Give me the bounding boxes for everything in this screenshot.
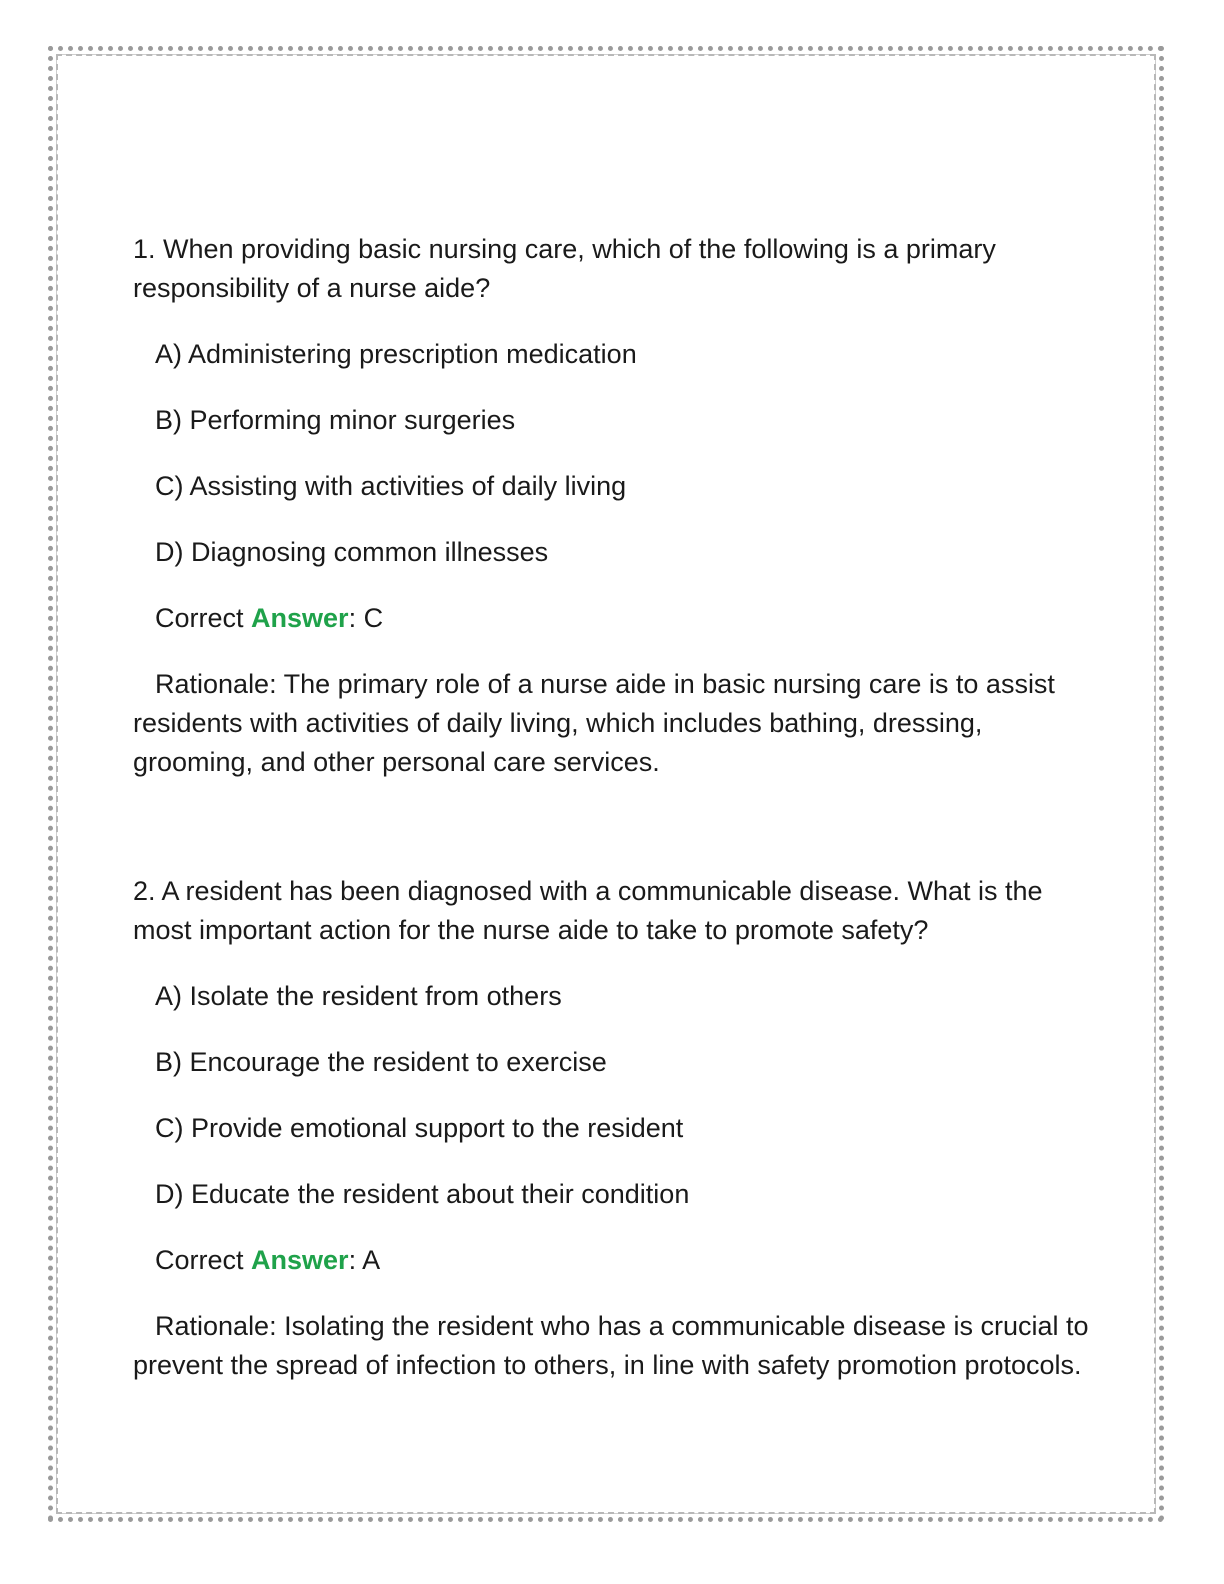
answer-prefix: Correct xyxy=(155,1245,252,1275)
question-text: 2. A resident has been diagnosed with a communicable disease. What is the most important action for the nurse aide to take to promote safety? xyxy=(133,876,1043,945)
option-a: A) Administering prescription medication xyxy=(155,339,637,369)
correct-answer xyxy=(133,1241,1093,1280)
answer-highlight: Answer xyxy=(251,603,349,633)
correct-answer xyxy=(133,599,1093,638)
question-block-1 xyxy=(133,230,1093,782)
option-b: B) Performing minor surgeries xyxy=(155,405,516,435)
question-text: 1. When providing basic nursing care, which of the following is a primary responsibility of a nurse aide? xyxy=(133,234,996,303)
rationale-text: Rationale: Isolating the resident who has a communicable disease is crucial to prevent the spread of infection to others, in line with safety promotion protocols. xyxy=(133,1311,1089,1380)
answer-highlight: Answer xyxy=(251,1245,349,1275)
option-c: C) Provide emotional support to the resident xyxy=(155,1113,684,1143)
answer-value: : C xyxy=(348,603,384,633)
option-a: A) Isolate the resident from others xyxy=(155,981,562,1011)
rationale-text: Rationale: The primary role of a nurse aide in basic nursing care is to assist residents with activities of daily living, which includes bathing, dressing, grooming, and other personal care services. xyxy=(133,669,1055,777)
option-b: B) Encourage the resident to exercise xyxy=(155,1047,607,1077)
question-block-2 xyxy=(133,872,1093,1385)
document-content xyxy=(133,230,1093,1385)
answer-prefix: Correct xyxy=(155,603,252,633)
option-c: C) Assisting with activities of daily living xyxy=(155,471,627,501)
answer-value: : A xyxy=(348,1245,381,1275)
option-d: D) Educate the resident about their condition xyxy=(155,1179,690,1209)
option-d: D) Diagnosing common illnesses xyxy=(155,537,549,567)
